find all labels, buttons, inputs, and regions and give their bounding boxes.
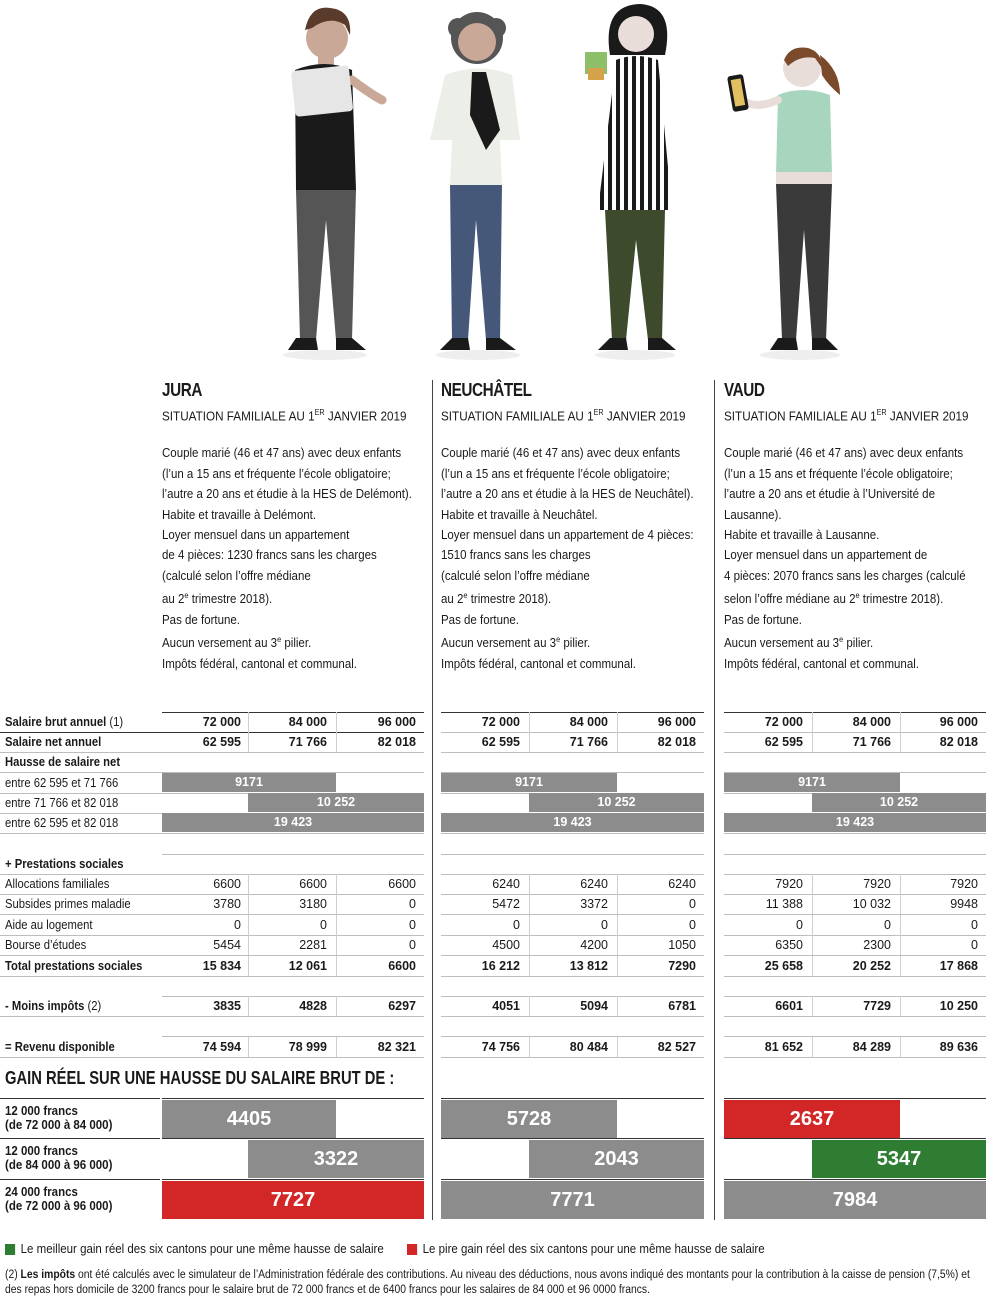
- description-line: Aucun versement au 3e pilier.: [162, 635, 312, 651]
- cell-divider: [617, 935, 618, 955]
- cell-subs: 0: [689, 897, 696, 911]
- cell-divider: [529, 732, 530, 752]
- description-line: Loyer mensuel dans un appartement: [162, 527, 350, 542]
- canton-header-jura: [162, 380, 432, 674]
- cell-impots: 3835: [213, 999, 241, 1013]
- canton-name: VAUD: [724, 380, 765, 400]
- description-line: (calculé selon l’offre médiane: [162, 568, 311, 583]
- gain-row-divider: [441, 1138, 704, 1139]
- row-label-alloc: Allocations familiales: [5, 877, 110, 891]
- row-divider: [0, 1057, 424, 1058]
- cell-brut: 84 000: [852, 715, 891, 729]
- cell-aide: 0: [601, 918, 608, 932]
- cell-alloc: 6240: [580, 877, 608, 891]
- cell-bourse: 1050: [668, 938, 696, 952]
- cell-revenu: 74 594: [202, 1040, 241, 1054]
- cell-revenu: 74 756: [481, 1040, 520, 1054]
- cell-divider: [529, 874, 530, 894]
- row-divider: [724, 1016, 986, 1017]
- cell-divider: [529, 935, 530, 955]
- cell-divider: [812, 915, 813, 935]
- description-line: (l’un a 15 ans et fréquente l’école obligatoire;: [724, 466, 953, 481]
- cell-alloc: 7920: [950, 877, 978, 891]
- gain-bar: 2043: [529, 1140, 704, 1178]
- canton-name: NEUCHÂTEL: [441, 380, 532, 400]
- cell-subs: 11 388: [765, 897, 803, 911]
- cell-alloc: 6600: [388, 877, 416, 891]
- gain-title: GAIN RÉEL SUR UNE HAUSSE DU SALAIRE BRUT DE :: [5, 1068, 395, 1088]
- cell-divider: [248, 956, 249, 976]
- cell-divider: [812, 874, 813, 894]
- gain-bar: 5728: [441, 1100, 617, 1138]
- cell-divider: [529, 1037, 530, 1057]
- legend-best: [5, 1242, 384, 1256]
- situation-label: SITUATION FAMILIALE AU 1ER JANVIER 2019: [724, 408, 969, 424]
- description-line: l’autre a 20 ans et étudie à la HES de Neuchâtel).: [441, 487, 694, 502]
- cell-brut: 84 000: [569, 715, 608, 729]
- gain-bar: 4405: [162, 1100, 336, 1138]
- cell-divider: [529, 915, 530, 935]
- legend-worst: [407, 1242, 765, 1256]
- cell-divider: [617, 1037, 618, 1057]
- cell-aide: 0: [409, 918, 416, 932]
- raise-bar: 19 423: [724, 813, 986, 832]
- row-label-brut: Salaire brut annuel (1): [5, 715, 124, 729]
- description-line: Habite et travaille à Neuchâtel.: [441, 507, 598, 522]
- cell-aide: 0: [971, 918, 978, 932]
- cell-divider: [529, 894, 530, 914]
- description-line: (l’un a 15 ans et fréquente l’école obligatoire;: [441, 466, 670, 481]
- cell-brut: 84 000: [288, 715, 327, 729]
- description-line: Pas de fortune.: [441, 612, 519, 627]
- cell-divider: [812, 732, 813, 752]
- row-label-h3: entre 62 595 et 82 018: [5, 816, 119, 830]
- description-line: Couple marié (46 et 47 ans) avec deux enfants: [724, 446, 964, 461]
- cell-divider: [900, 935, 901, 955]
- cell-total: 15 834: [202, 959, 241, 973]
- cell-divider: [529, 956, 530, 976]
- raise-bar: 10 252: [529, 793, 704, 812]
- description-line: Loyer mensuel dans un appartement de: [724, 548, 928, 563]
- cell-divider: [812, 712, 813, 732]
- legend-swatch-green: [5, 1244, 15, 1255]
- cell-subs: 0: [409, 897, 416, 911]
- cell-divider: [617, 894, 618, 914]
- cell-divider: [248, 935, 249, 955]
- gain-row-divider: [441, 1098, 704, 1099]
- cell-impots: 6781: [668, 999, 696, 1013]
- raise-bar: 10 252: [248, 793, 424, 812]
- legend-best-label: Le meilleur gain réel des six cantons pour une même hausse de salaire: [20, 1242, 384, 1256]
- gain-row-divider: [724, 1138, 986, 1139]
- row-divider: [724, 833, 986, 834]
- person-phone-illustration: [727, 48, 840, 361]
- cell-alloc: 6240: [668, 877, 696, 891]
- gain-row-divider: [162, 1098, 424, 1099]
- row-label-revenu: = Revenu disponible: [5, 1040, 115, 1054]
- cell-total: 7290: [668, 959, 696, 973]
- description-line: Impôts fédéral, cantonal et communal.: [441, 656, 636, 671]
- situation-label: SITUATION FAMILIALE AU 1ER JANVIER 2019: [441, 408, 686, 424]
- family-description: [441, 443, 708, 674]
- row-divider: [441, 854, 704, 855]
- description-line: Pas de fortune.: [724, 612, 802, 627]
- row-divider: [441, 1016, 704, 1017]
- cell-net: 71 766: [852, 735, 891, 749]
- raise-bar: 10 252: [812, 793, 986, 812]
- cell-bourse: 5454: [213, 938, 241, 952]
- cell-divider: [248, 712, 249, 732]
- cell-subs: 10 032: [852, 897, 891, 911]
- raise-bar: 19 423: [441, 813, 704, 832]
- cell-divider: [900, 956, 901, 976]
- cell-total: 25 658: [764, 959, 803, 973]
- description-line: Aucun versement au 3e pilier.: [441, 635, 591, 651]
- description-line: 4 pièces: 2070 francs sans les charges (calculé: [724, 568, 966, 583]
- cell-divider: [248, 996, 249, 1016]
- legend-swatch-red: [407, 1244, 417, 1255]
- row-divider: [441, 1057, 704, 1058]
- cell-net: 82 018: [939, 735, 978, 749]
- gain-bar: 5347: [812, 1140, 986, 1178]
- cell-divider: [617, 874, 618, 894]
- row-label-h1: entre 62 595 et 71 766: [5, 776, 119, 790]
- cell-impots: 7729: [863, 999, 891, 1013]
- cell-brut: 96 000: [377, 715, 416, 729]
- gain-bar: 7771: [441, 1181, 704, 1219]
- row-label-subs: Subsides primes maladie: [5, 897, 131, 911]
- cell-alloc: 6240: [492, 877, 520, 891]
- cell-net: 71 766: [288, 735, 327, 749]
- row-divider: [0, 833, 424, 834]
- cell-net: 82 018: [657, 735, 696, 749]
- cell-divider: [336, 1037, 337, 1057]
- cell-total: 6600: [388, 959, 416, 973]
- raise-bar: 9171: [724, 773, 900, 792]
- cell-divider: [248, 874, 249, 894]
- person-tie-illustration: [430, 12, 520, 360]
- description-line: Impôts fédéral, cantonal et communal.: [724, 656, 919, 671]
- row-divider: [441, 976, 704, 977]
- gain-bar: 7727: [162, 1181, 424, 1219]
- cell-alloc: 6600: [213, 877, 241, 891]
- gain-row-divider: [724, 1098, 986, 1099]
- cell-divider: [617, 732, 618, 752]
- cell-divider: [336, 935, 337, 955]
- cell-bourse: 2281: [299, 938, 327, 952]
- gain-bar: 2637: [724, 1100, 900, 1138]
- description-line: Aucun versement au 3e pilier.: [724, 635, 874, 651]
- description-line: Lausanne).: [724, 507, 782, 522]
- cell-divider: [248, 732, 249, 752]
- description-line: Habite et travaille à Lausanne.: [724, 527, 880, 542]
- description-line: Habite et travaille à Delémont.: [162, 507, 317, 522]
- cell-bourse: 4200: [580, 938, 608, 952]
- row-label-aide: Aide au logement: [5, 918, 93, 932]
- cell-divider: [900, 996, 901, 1016]
- cell-subs: 3372: [580, 897, 608, 911]
- gain-row-divider: [0, 1179, 160, 1180]
- cell-divider: [336, 894, 337, 914]
- cell-impots: 5094: [580, 999, 608, 1013]
- cell-revenu: 89 636: [939, 1040, 978, 1054]
- people-illustration: [0, 0, 1000, 370]
- cell-revenu: 80 484: [569, 1040, 608, 1054]
- cell-divider: [812, 956, 813, 976]
- row-label-net: Salaire net annuel: [5, 735, 102, 749]
- description-line: (l’un a 15 ans et fréquente l’école obligatoire;: [162, 466, 391, 481]
- person-laptop-illustration: [283, 8, 382, 360]
- row-divider: [724, 752, 986, 753]
- canton-header-neuchatel: [441, 380, 711, 674]
- cell-revenu: 78 999: [288, 1040, 327, 1054]
- cell-divider: [336, 712, 337, 732]
- row-divider: [724, 976, 986, 977]
- cell-impots: 4051: [492, 999, 520, 1013]
- cell-divider: [617, 956, 618, 976]
- description-line: Loyer mensuel dans un appartement de 4 pièces:: [441, 527, 694, 542]
- cell-divider: [336, 915, 337, 935]
- cell-aide: 0: [513, 918, 520, 932]
- cell-brut: 96 000: [939, 715, 978, 729]
- description-line: l’autre a 20 ans et étudie à l’Université de: [724, 487, 935, 502]
- situation-label: SITUATION FAMILIALE AU 1ER JANVIER 2019: [162, 408, 407, 424]
- cell-impots: 6601: [775, 999, 803, 1013]
- cell-bourse: 2300: [863, 938, 891, 952]
- row-label-impots: - Moins impôts (2): [5, 999, 102, 1013]
- column-divider: [714, 380, 715, 1220]
- cell-subs: 9948: [950, 897, 978, 911]
- gain-bar: 7984: [724, 1181, 986, 1219]
- person-plant-illustration: [585, 4, 676, 360]
- cell-revenu: 82 321: [377, 1040, 416, 1054]
- cell-subs: 3780: [213, 897, 241, 911]
- cell-impots: 4828: [299, 999, 327, 1013]
- cell-divider: [900, 1037, 901, 1057]
- cell-subs: 5472: [492, 897, 520, 911]
- family-description: [724, 443, 991, 674]
- cell-brut: 72 000: [764, 715, 803, 729]
- cell-aide: 0: [796, 918, 803, 932]
- legend-worst-label: Le pire gain réel des six cantons pour une même hausse de salaire: [422, 1242, 765, 1256]
- cell-bourse: 0: [409, 938, 416, 952]
- cell-subs: 3180: [299, 897, 327, 911]
- cell-divider: [900, 712, 901, 732]
- cell-alloc: 7920: [775, 877, 803, 891]
- cell-total: 13 812: [569, 959, 608, 973]
- raise-bar: 19 423: [162, 813, 424, 832]
- description-line: selon l’offre médiane au 2e trimestre 2018).: [724, 591, 944, 607]
- description-line: au 2e trimestre 2018).: [441, 591, 552, 607]
- gain-row-divider: [162, 1179, 424, 1180]
- cell-divider: [900, 732, 901, 752]
- cell-total: 12 061: [288, 959, 327, 973]
- family-description: [162, 443, 429, 674]
- cell-divider: [336, 732, 337, 752]
- cell-aide: 0: [234, 918, 241, 932]
- raise-bar: 9171: [441, 773, 617, 792]
- cell-brut: 96 000: [657, 715, 696, 729]
- cell-divider: [812, 935, 813, 955]
- gain-row-divider: [724, 1179, 986, 1180]
- row-label-hausse: Hausse de salaire net: [5, 755, 121, 769]
- cell-bourse: 4500: [492, 938, 520, 952]
- row-label-total: Total prestations sociales: [5, 959, 143, 973]
- row-label-bourse: Bourse d’études: [5, 938, 87, 952]
- cell-net: 82 018: [377, 735, 416, 749]
- cell-net: 62 595: [202, 735, 241, 749]
- cell-revenu: 82 527: [657, 1040, 696, 1054]
- row-label-h2: entre 71 766 et 82 018: [5, 796, 119, 810]
- cell-total: 16 212: [481, 959, 520, 973]
- cell-alloc: 7920: [863, 877, 891, 891]
- cell-divider: [812, 894, 813, 914]
- cell-divider: [248, 894, 249, 914]
- description-line: 1510 francs sans les charges: [441, 548, 591, 563]
- description-line: Pas de fortune.: [162, 612, 240, 627]
- cell-divider: [900, 915, 901, 935]
- cell-divider: [617, 915, 618, 935]
- description-line: Couple marié (46 et 47 ans) avec deux enfants: [441, 446, 681, 461]
- gain-bar: 3322: [248, 1140, 424, 1178]
- row-divider: [724, 1057, 986, 1058]
- cell-divider: [248, 915, 249, 935]
- gain-row-divider: [0, 1098, 160, 1099]
- cell-divider: [812, 1037, 813, 1057]
- column-divider: [432, 380, 433, 1220]
- cell-brut: 72 000: [202, 715, 241, 729]
- gain-row-divider: [0, 1138, 160, 1139]
- cell-impots: 6297: [388, 999, 416, 1013]
- cell-alloc: 6600: [299, 877, 327, 891]
- row-divider: [162, 854, 424, 855]
- cell-revenu: 84 289: [852, 1040, 891, 1054]
- row-divider: [0, 976, 424, 977]
- cell-net: 62 595: [481, 735, 520, 749]
- cell-divider: [529, 996, 530, 1016]
- cell-divider: [336, 874, 337, 894]
- gain-row-label: 12 000 francs (de 84 000 à 96 000): [5, 1144, 113, 1172]
- description-line: de 4 pièces: 1230 francs sans les charges: [162, 548, 377, 563]
- description-line: (calculé selon l’offre médiane: [441, 568, 590, 583]
- cell-aide: 0: [689, 918, 696, 932]
- cell-impots: 10 250: [939, 999, 978, 1013]
- cell-revenu: 81 652: [764, 1040, 803, 1054]
- cell-divider: [529, 712, 530, 732]
- cell-divider: [900, 874, 901, 894]
- canton-header-vaud: [724, 380, 994, 674]
- row-divider: [724, 854, 986, 855]
- cell-total: 20 252: [852, 959, 891, 973]
- row-divider: [441, 752, 704, 753]
- cell-total: 17 868: [939, 959, 978, 973]
- row-divider: [0, 1016, 424, 1017]
- cell-divider: [900, 894, 901, 914]
- cell-bourse: 6350: [775, 938, 803, 952]
- cell-aide: 0: [884, 918, 891, 932]
- cell-bourse: 0: [971, 938, 978, 952]
- cell-net: 71 766: [569, 735, 608, 749]
- cell-divider: [812, 996, 813, 1016]
- gain-row-divider: [162, 1138, 424, 1139]
- raise-bar: 9171: [162, 773, 336, 792]
- cell-divider: [248, 1037, 249, 1057]
- cell-net: 62 595: [764, 735, 803, 749]
- row-label-prest: + Prestations sociales: [5, 857, 124, 871]
- cell-aide: 0: [320, 918, 327, 932]
- description-line: Impôts fédéral, cantonal et communal.: [162, 656, 357, 671]
- cell-divider: [336, 996, 337, 1016]
- cell-brut: 72 000: [481, 715, 520, 729]
- description-line: l’autre a 20 ans et étudie à la HES de Delémont).: [162, 487, 412, 502]
- row-divider: [441, 833, 704, 834]
- gain-row-divider: [441, 1179, 704, 1180]
- footnote: (2) Les impôts ont été calculés avec le simulateur de l’Administration fédérale des contributions. Au niveau des déductions, nous avons indiqué des montants pour la contribution à la caisse de pension (7,5%) et des repas hors domicile de 3200 francs pour le salaire brut de 72 000 francs et de 6400 francs pour les salaires de 84 000 et 96 0000 francs.: [5, 1269, 970, 1296]
- description-line: Couple marié (46 et 47 ans) avec deux enfants: [162, 446, 402, 461]
- description-line: au 2e trimestre 2018).: [162, 591, 273, 607]
- cell-divider: [617, 712, 618, 732]
- canton-name: JURA: [162, 380, 202, 400]
- cell-divider: [617, 996, 618, 1016]
- gain-row-label: 24 000 francs (de 72 000 à 96 000): [5, 1185, 113, 1213]
- cell-divider: [336, 956, 337, 976]
- gain-row-label: 12 000 francs (de 72 000 à 84 000): [5, 1104, 113, 1132]
